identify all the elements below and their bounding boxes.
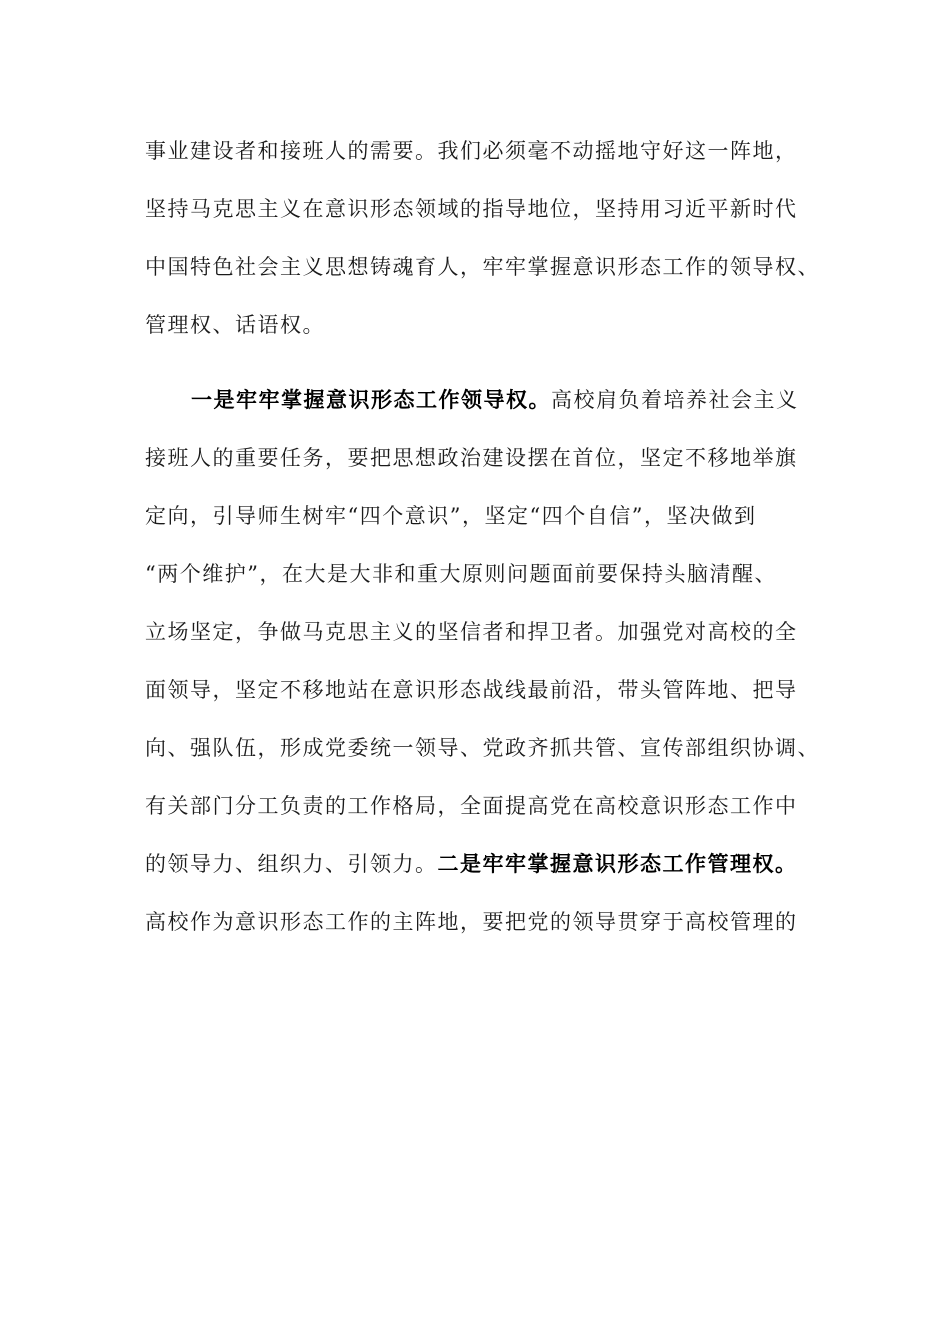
text-line: 接班人的重要任务，要把思想政治建设摆在首位，坚定不移地举旗 [145,446,798,470]
text-line: 立场坚定，争做马克思主义的坚信者和捍卫者。加强党对高校的全 [145,620,798,644]
text-run: 高校肩负着培养社会主义 [551,388,799,412]
text-line-mixed [145,840,805,898]
text-line: 向、强队伍，形成党委统一领导、党政齐抓共管、宣传部组织协调、 [145,736,820,760]
bold-heading-leadership: 一是牢牢掌握意识形态工作领导权。 [191,387,551,412]
text-line: 管理权、话语权。 [145,313,325,337]
text-line: 事业建设者和接班人的需要。我们必须毫不动摇地守好这一阵地， [145,139,798,163]
bold-heading-management: 二是牢牢掌握意识形态工作管理权。 [437,851,798,876]
paragraph-first-line [145,376,805,434]
text-line: 中国特色社会主义思想铸魂育人，牢牢掌握意识形态工作的领导权、 [145,255,820,279]
document-body [145,127,820,956]
text-line: 面领导，坚定不移地站在意识形态战线最前沿，带头管阵地、把导 [145,678,798,702]
text-line: 高校作为意识形态工作的主阵地，要把党的领导贯穿于高校管理的 [145,910,798,934]
text-run: 的领导力、组织力、引领力。 [145,852,438,876]
text-line: “两个维护”，在大是大非和重大原则问题面前要保持头脑清醒、 [145,562,777,586]
text-line: 定向，引导师生树牢“四个意识”，坚定“四个自信”，坚决做到 [145,504,757,528]
text-line: 坚持马克思主义在意识形态领域的指导地位，坚持用习近平新时代 [145,197,798,221]
text-line: 有关部门分工负责的工作格局，全面提高党在高校意识形态工作中 [145,794,798,818]
